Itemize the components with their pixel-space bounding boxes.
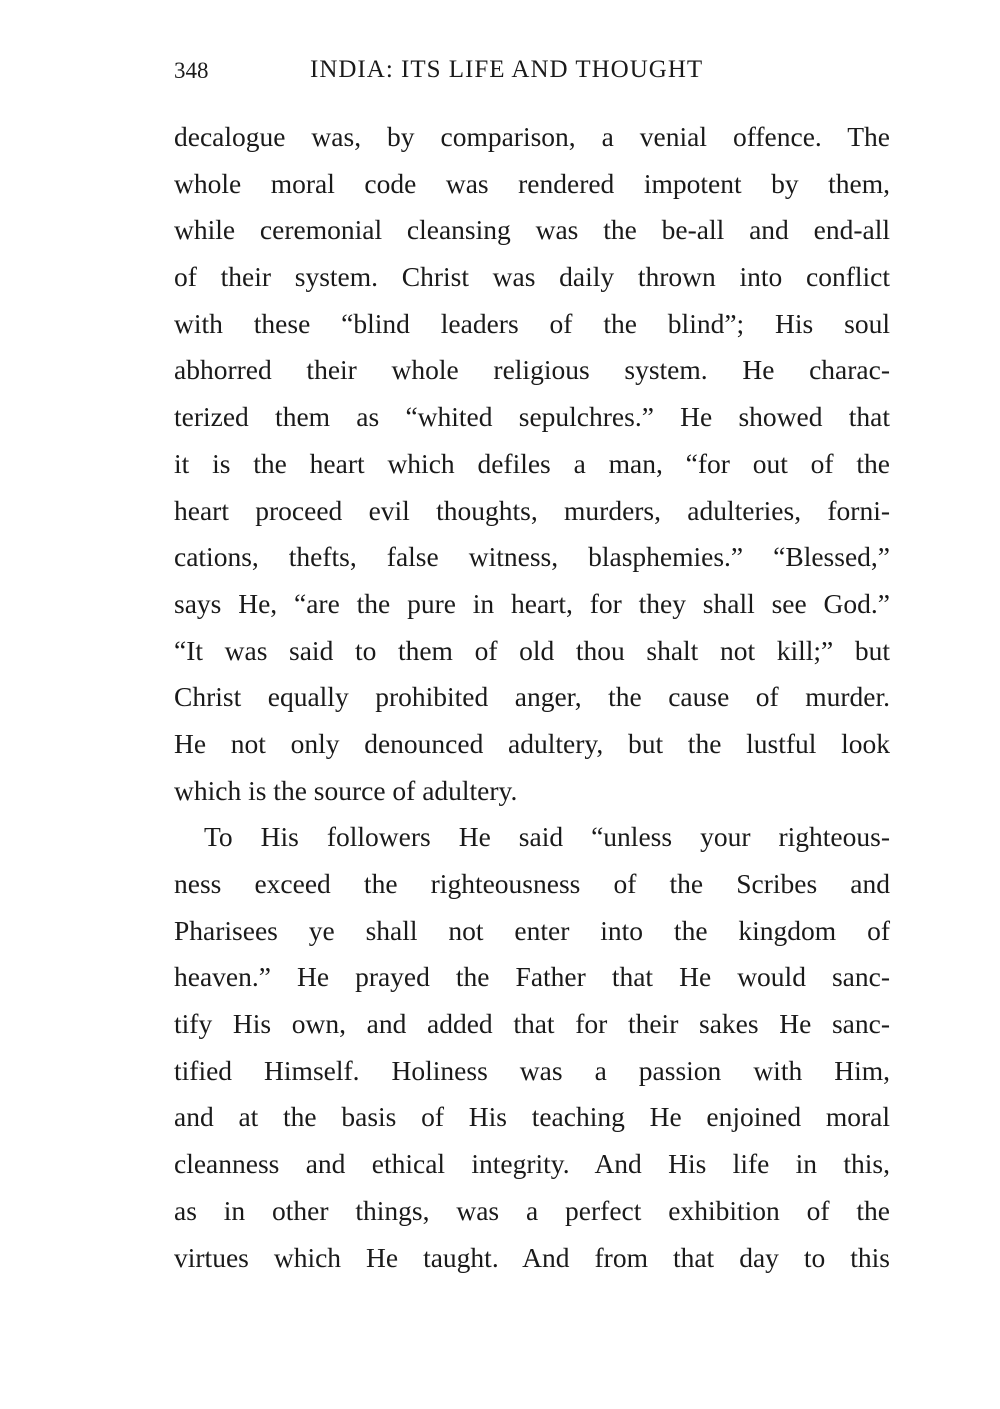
text-line: terized them as “whited sepulchres.” He showed that <box>174 401 890 433</box>
text-line: Pharisees ye shall not enter into the kingdom of <box>174 914 890 946</box>
text-line: while ceremonial cleansing was the be-all and end-all <box>174 214 890 246</box>
text-line: Christ equally prohibited anger, the cause of murder. <box>174 681 890 713</box>
text-line: He not only denounced adultery, but the lustful look <box>174 727 890 759</box>
text-line: of their system. Christ was daily thrown into conflict <box>174 261 890 293</box>
running-head <box>174 56 890 88</box>
text-line: tified Himself. Holiness was a passion with Him, <box>174 1054 890 1086</box>
paragraph-1 <box>174 114 890 814</box>
text-line: which is the source of adultery. <box>174 774 518 806</box>
text-line: heart proceed evil thoughts, murders, adulteries, forni- <box>174 494 890 526</box>
text-line: abhorred their whole religious system. He charac- <box>174 354 890 386</box>
text-line: as in other things, was a perfect exhibition of the <box>174 1194 890 1226</box>
text-line: and at the basis of His teaching He enjoined moral <box>174 1101 890 1133</box>
paragraph-2 <box>174 814 890 1281</box>
text-line: “It was said to them of old thou shalt not kill;” but <box>174 634 890 666</box>
text-line: cleanness and ethical integrity. And His life in this, <box>174 1148 890 1180</box>
text-line: ness exceed the righteousness of the Scribes and <box>174 868 890 899</box>
text-line: virtues which He taught. And from that day to this <box>174 1241 890 1273</box>
text-line: tify His own, and added that for their sakes He sanc- <box>174 1008 890 1040</box>
body-text <box>174 114 890 1281</box>
text-line: whole moral code was rendered impotent by them, <box>174 167 890 199</box>
page-number: 348 <box>174 58 209 83</box>
text-line: it is the heart which defiles a man, “for out of the <box>174 447 890 479</box>
text-line: decalogue was, by comparison, a venial offence. The <box>174 121 890 152</box>
text-line: with these “blind leaders of the blind”; His soul <box>174 307 890 339</box>
running-title: INDIA: ITS LIFE AND THOUGHT <box>310 56 704 83</box>
text-line: heaven.” He prayed the Father that He would sanc- <box>174 961 890 993</box>
text-line: cations, thefts, false witness, blasphemies.” “Blessed,” <box>174 541 890 573</box>
text-line: says He, “are the pure in heart, for they shall see God.” <box>174 587 890 619</box>
text-line: To His followers He said “unless your righteous- <box>204 821 890 853</box>
